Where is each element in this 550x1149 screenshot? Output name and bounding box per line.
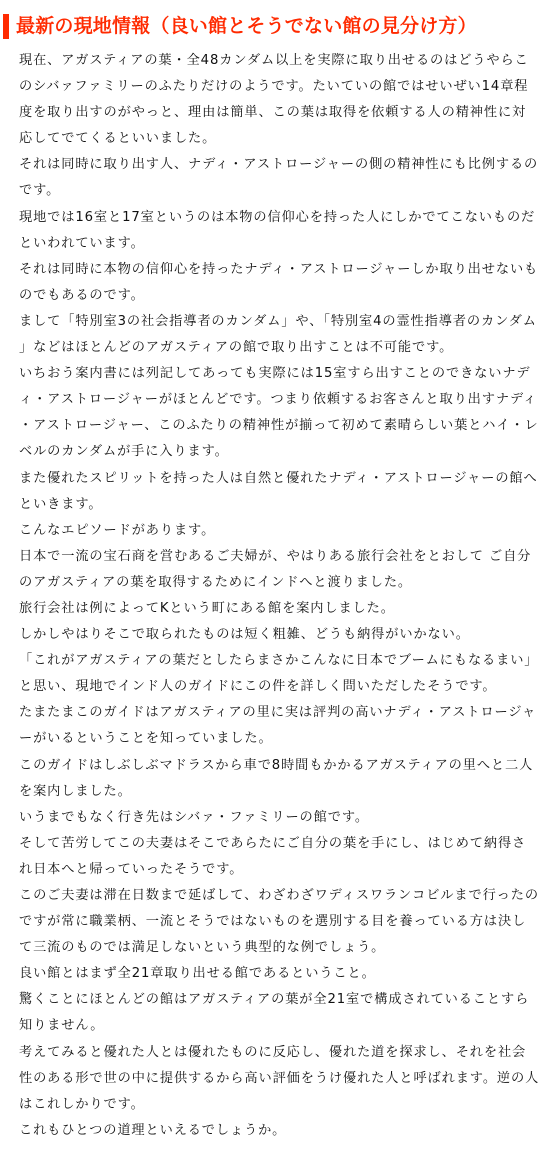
paragraph: このご夫妻は滞在日数まで延ばして、わざわざワディスワランコビルまで行ったのですが常に職業柄、一流とそうではないものを選別する目を養っている方は決して三流のものでは満足しないという典型的な例でしょう。 [19, 888, 539, 956]
paragraph: これもひとつの道理といえるでしょうか。 [19, 1122, 287, 1138]
paragraph: それは同時に取り出す人、ナディ・アストロージャーの側の精神性にも比例するのです。 [19, 157, 539, 199]
paragraph: 現在、アガスティアの葉・全48カンダム以上を実際に取り出せるのはどうやらこのシバァファミリーのふたりだけのようです。たいていの館ではせいぜい14章程度を取り出すのがやっと、理由は簡単、この葉は取得を依頼する人の精神性に対応してでてくるといいました。 [19, 53, 529, 147]
paragraph: たまたまこのガイドはアガスティアの里に実は評判の高いナディ・アストロージャーがいるということを知っていました。 [19, 705, 537, 747]
paragraph: まして「特別室3の社会指導者のカンダム」や、「特別室4の霊性指導者のカンダム」などはほとんどのアガスティアの館で取り出すことは不可能です。 [19, 313, 537, 356]
paragraph: いうまでもなく行き先はシバァ・ファミリーの館です。 [19, 809, 369, 825]
paragraph: 旅行会社は例によってKという町にある館を案内しました。 [19, 600, 395, 616]
heading-accent-bar [3, 14, 9, 39]
paragraph: こんなエピソードがあります。 [19, 522, 216, 538]
paragraph: いちおう案内書には列記してあっても実際には15室すら出すことのできないナディ・アストロージャーがほとんどです。つまり依頼するお客さんと取り出すナディ・アストロージャー、このふたりの精神性が揃って初めて素晴らしい葉とハイ・レベルのカンダムが手に入ります。 [19, 366, 539, 460]
paragraph: しかしやはりそこで取られたものは短く粗雑、どうも納得がいかない。 [19, 627, 470, 643]
paragraph: 良い館とはまず全21章取り出せる館であるということ。 [19, 966, 376, 982]
paragraph: また優れたスピリットを持った人は自然と優れたナディ・アストロージャーの館へといきます。 [19, 470, 538, 512]
page-title: 最新の現地情報（良い館とそうでない館の見分け方） [16, 15, 477, 37]
article-body [19, 48, 540, 1144]
paragraph: そして苦労してこの夫妻はそこであらたにご自分の葉を手にし、はじめて納得され日本へと帰っていったそうです。 [19, 835, 527, 877]
paragraph: 「これがアガスティアの葉だとしたらまさかこんなに日本でブームにもなるまい」と思い、現地でインド人のガイドにこの件を詳しく問いただしたそうです。 [19, 653, 539, 695]
paragraph: 考えてみると優れた人とは優れたものに反応し、優れた道を探求し、それを社会性のある形で世の中に提供するから高い評価をうけ優れた人と呼ばれます。逆の人はこれしかりです。 [19, 1044, 540, 1112]
paragraph: 現地では16室と17室というのは本物の信仰心を持った人にしかでてこないものだといわれています。 [19, 209, 536, 251]
paragraph: それは同時に本物の信仰心を持ったナディ・アストロージャーしか取り出せないものでもあるのです。 [19, 261, 539, 303]
paragraph: このガイドはしぶしぶマドラスから車で8時間もかかるアガスティアの里へと二人を案内しました。 [19, 757, 534, 799]
section-heading [0, 13, 550, 39]
paragraph: 驚くことにほとんどの館はアガスティアの葉が全21室で構成されていることすら知りません。 [19, 992, 530, 1034]
paragraph: 日本で一流の宝石商を営むあるご夫婦が、やはりある旅行会社をとおして ご自分のアガスティアの葉を取得するためにインドへと渡りました。 [19, 548, 532, 590]
